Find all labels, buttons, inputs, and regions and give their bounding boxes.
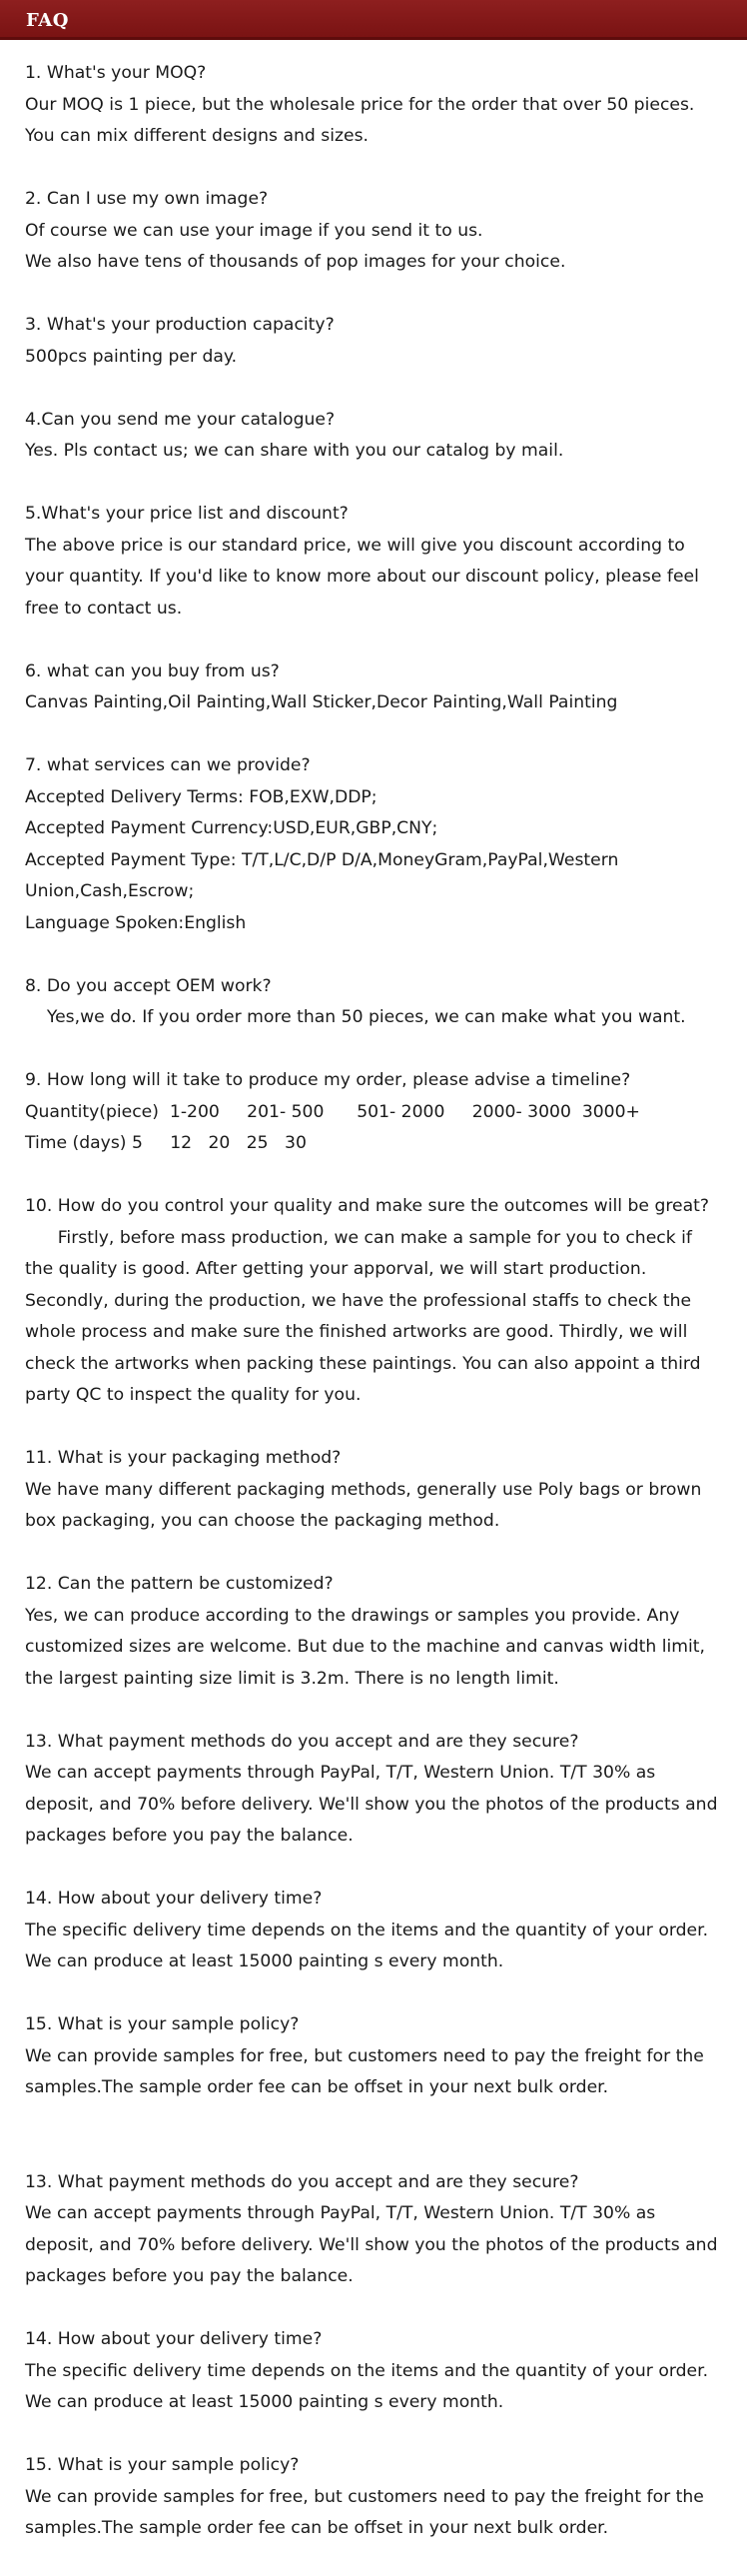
faq-question: 3. What's your production capacity? — [25, 315, 335, 335]
faq-answer-line: the largest painting size limit is 3.2m. There is no length limit. — [25, 1668, 559, 1689]
faq-item — [25, 58, 724, 153]
faq-answer-line: Accepted Payment Type: T/T,L/C,D/P D/A,MoneyGram,PayPal,Western — [25, 849, 619, 870]
faq-answer-line: free to contact us. — [25, 598, 183, 619]
faq-answer-line: We can provide samples for free, but customers need to pay the freight for the — [25, 2486, 704, 2507]
faq-item — [25, 1191, 724, 1412]
faq-question: 1. What's your MOQ? — [25, 63, 207, 83]
faq-answer-line: whole process and make sure the finished artworks are good. Thirdly, we will — [25, 1322, 688, 1342]
faq-answer-line: Quantity(piece) 1-200 201- 500 501- 2000 2000- 3000 3000+ — [25, 1101, 640, 1122]
faq-item — [25, 310, 724, 373]
faq-answer-line: You can mix different designs and sizes. — [25, 126, 370, 146]
faq-question: 7. what services can we provide? — [25, 755, 311, 775]
faq-question: 13. What payment methods do you accept and are they secure? — [25, 2171, 579, 2192]
faq-answer-line: Of course we can use your image if you send it to us. — [25, 220, 483, 241]
faq-question: 8. Do you accept OEM work? — [25, 975, 272, 996]
faq-item — [25, 2324, 724, 2419]
faq-answer-line: customized sizes are welcome. But due to the machine and canvas width limit, — [25, 1637, 706, 1657]
faq-question: 12. Can the pattern be customized? — [25, 1574, 334, 1594]
faq-question: 6. what can you buy from us? — [25, 660, 280, 681]
faq-header-bar — [0, 0, 747, 40]
faq-answer-line: Language Spoken:English — [25, 912, 247, 933]
faq-answer-line: packages before you pay the balance. — [25, 1826, 354, 1846]
faq-item — [25, 656, 724, 719]
faq-question: 15. What is your sample policy? — [25, 2014, 300, 2034]
faq-answer-line: samples.The sample order fee can be offset in your next bulk order. — [25, 2518, 609, 2538]
faq-item — [25, 2450, 724, 2545]
faq-item — [25, 1065, 724, 1160]
faq-question: 10. How do you control your quality and make sure the outcomes will be great? — [25, 1196, 710, 1216]
faq-answer-line: Firstly, before mass production, we can make a sample for you to check if — [25, 1227, 692, 1248]
faq-question: 14. How about your delivery time? — [25, 1889, 323, 1909]
faq-answer-line: We have many different packaging methods, generally use Poly bags or brown — [25, 1479, 702, 1500]
faq-answer-line: party QC to inspect the quality for you. — [25, 1385, 362, 1405]
faq-answer-line: We also have tens of thousands of pop images for your choice. — [25, 252, 566, 272]
faq-question: 13. What payment methods do you accept and are they secure? — [25, 1731, 579, 1752]
faq-answer-line: Yes. Pls contact us; we can share with you our catalog by mail. — [25, 441, 564, 461]
faq-answer-line: Yes, we can produce according to the drawings or samples you provide. Any — [25, 1605, 680, 1626]
faq-answer-line: Our MOQ is 1 piece, but the wholesale price for the order that over 50 pieces. — [25, 94, 695, 115]
faq-item — [25, 405, 724, 468]
faq-answer-line: packages before you pay the balance. — [25, 2266, 354, 2286]
faq-answer-line: The specific delivery time depends on the items and the quantity of your order. — [25, 1920, 709, 1940]
faq-answer-line: We can provide samples for free, but customers need to pay the freight for the — [25, 2045, 704, 2066]
faq-item — [25, 971, 724, 1034]
faq-answer-line: deposit, and 70% before delivery. We'll show you the photos of the products and — [25, 2234, 718, 2255]
faq-item — [25, 1727, 724, 1853]
faq-item — [25, 1884, 724, 1978]
faq-answer-line: We can produce at least 15000 painting s every month. — [25, 2392, 504, 2412]
faq-answer-line: Canvas Painting,Oil Painting,Wall Sticker,Decor Painting,Wall Painting — [25, 692, 618, 712]
faq-answer-line: The specific delivery time depends on the items and the quantity of your order. — [25, 2360, 709, 2381]
faq-answer-line: Union,Cash,Escrow; — [25, 881, 195, 901]
faq-content — [25, 58, 724, 2576]
faq-answer-line: We can produce at least 15000 painting s every month. — [25, 1951, 504, 1971]
faq-question: 2. Can I use my own image? — [25, 189, 269, 209]
faq-answer-line: the quality is good. After getting your apporval, we will start production. — [25, 1259, 647, 1279]
faq-question: 4.Can you send me your catalogue? — [25, 409, 336, 430]
faq-answer-line: We can accept payments through PayPal, T/T, Western Union. T/T 30% as — [25, 2203, 656, 2223]
faq-answer-line: your quantity. If you'd like to know more about our discount policy, please feel — [25, 567, 699, 587]
faq-answer-line: samples.The sample order fee can be offset in your next bulk order. — [25, 2077, 609, 2097]
faq-question: 11. What is your packaging method? — [25, 1448, 342, 1468]
faq-question: 5.What's your price list and discount? — [25, 504, 349, 524]
faq-question: 15. What is your sample policy? — [25, 2455, 300, 2475]
faq-answer-line: The above price is our standard price, we will give you discount according to — [25, 535, 685, 556]
faq-answer-line: Yes,we do. If you order more than 50 pieces, we can make what you want. — [25, 1007, 686, 1027]
faq-header-title: FAQ — [26, 10, 69, 31]
faq-answer-line: Secondly, during the production, we have the professional staffs to check the — [25, 1290, 692, 1311]
faq-item — [25, 1443, 724, 1538]
faq-item — [25, 499, 724, 625]
faq-answer-line: Time (days) 5 12 20 25 30 — [25, 1133, 307, 1153]
faq-question: 14. How about your delivery time? — [25, 2329, 323, 2349]
faq-answer-line: Accepted Payment Currency:USD,EUR,GBP,CNY; — [25, 818, 438, 838]
faq-answer-line: box packaging, you can choose the packaging method. — [25, 1511, 500, 1531]
faq-answer-line: check the artworks when packing these paintings. You can also appoint a third — [25, 1353, 701, 1374]
faq-answer-line: We can accept payments through PayPal, T/T, Western Union. T/T 30% as — [25, 1763, 656, 1783]
faq-item — [25, 750, 724, 939]
faq-question: 9. How long will it take to produce my order, please advise a timeline? — [25, 1070, 631, 1090]
faq-answer-line: deposit, and 70% before delivery. We'll show you the photos of the products and — [25, 1794, 718, 1815]
faq-item — [25, 2009, 724, 2104]
faq-answer-line: Accepted Delivery Terms: FOB,EXW,DDP; — [25, 786, 377, 807]
faq-item — [25, 184, 724, 279]
faq-answer-line: 500pcs painting per day. — [25, 346, 238, 367]
faq-item — [25, 1569, 724, 1695]
faq-item — [25, 2167, 724, 2293]
